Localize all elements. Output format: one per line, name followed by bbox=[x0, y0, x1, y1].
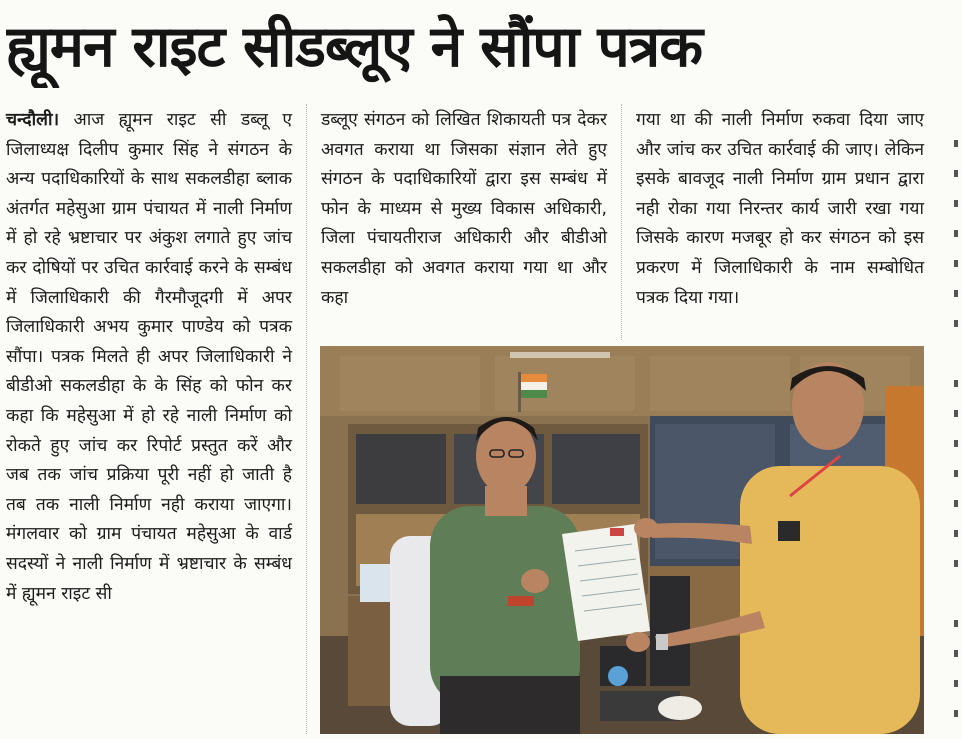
article-column-2 bbox=[321, 106, 607, 342]
dateline: चन्दौली। bbox=[6, 110, 60, 130]
news-photo bbox=[320, 346, 924, 734]
article-text-2: डब्लूए संगठन को लिखित शिकायती पत्र देकर अवगत कराया था जिसका संज्ञान लेते हुए संगठन के पदाधिकारियों द्वारा इस सम्बंध में फोन के माध्यम से मुख्य विकास अधिकारी, जिला पंचायतीराज अधिकारी और बीडीओ सकलडीहा को अवगत कराया गया था और कहा bbox=[321, 110, 607, 308]
article-column-3 bbox=[636, 106, 924, 342]
article-column-1 bbox=[6, 106, 292, 736]
article-text-3: गया था की नाली निर्माण रुकवा दिया जाए और जांच कर उचित कार्रवाई की जाए। लेकिन इसके बावजूद नाली निर्माण ग्राम प्रधान द्वारा नही रोका गया निरन्तर कार्य जारी रखा गया जिसके कारण मजबूर हो कर संगठन को इस प्रकरण में जिलाधिकारी के नाम सम्बोधित पत्रक दिया गया। bbox=[636, 110, 924, 308]
column-divider bbox=[306, 104, 307, 734]
headline: ह्यूमन राइट सीडब्लूए ने सौंपा पत्रक bbox=[6, 14, 703, 80]
column-divider bbox=[621, 104, 622, 340]
article-text-1: आज ह्यूमन राइट सी डब्लू ए जिलाध्यक्ष दिलीप कुमार सिंह ने संगठन के अन्य पदाधिकारियों के साथ सकलडीहा ब्लाक अंतर्गत महेसुआ ग्राम पंचायत में नाली निर्माण में हो रहे भ्रष्टाचार पर अंकुश लगाते हुए जांच कर दोषियों पर उचित कार्रवाई करने के सम्बंध में जिलाधिकारी की गैरमौजूदगी में अपर जिलाधिकारी अभय कुमार पाण्डेय को पत्रक सौंपा। पत्रक मिलते ही अपर जिलाधिकारी ने बीडीओ सकलडीहा के के सिंह को फोन कर कहा कि महेसुआ में हो रहे नाली निर्माण को रोकते हुए जांच कर रिपोर्ट प्रस्तुत करें और जब तक जांच प्रक्रिया पूरी नहीं हो जाती है तब तक नाली निर्माण नही कराया जाएगा। मंगलवार को ग्राम पंचायत महेसुआ के वार्ड सदस्यों ने नाली निर्माण में भ्रष्टाचार के सम्बंध में ह्यूमन राइट सी bbox=[6, 110, 292, 604]
adjacent-page-edge bbox=[940, 0, 962, 739]
